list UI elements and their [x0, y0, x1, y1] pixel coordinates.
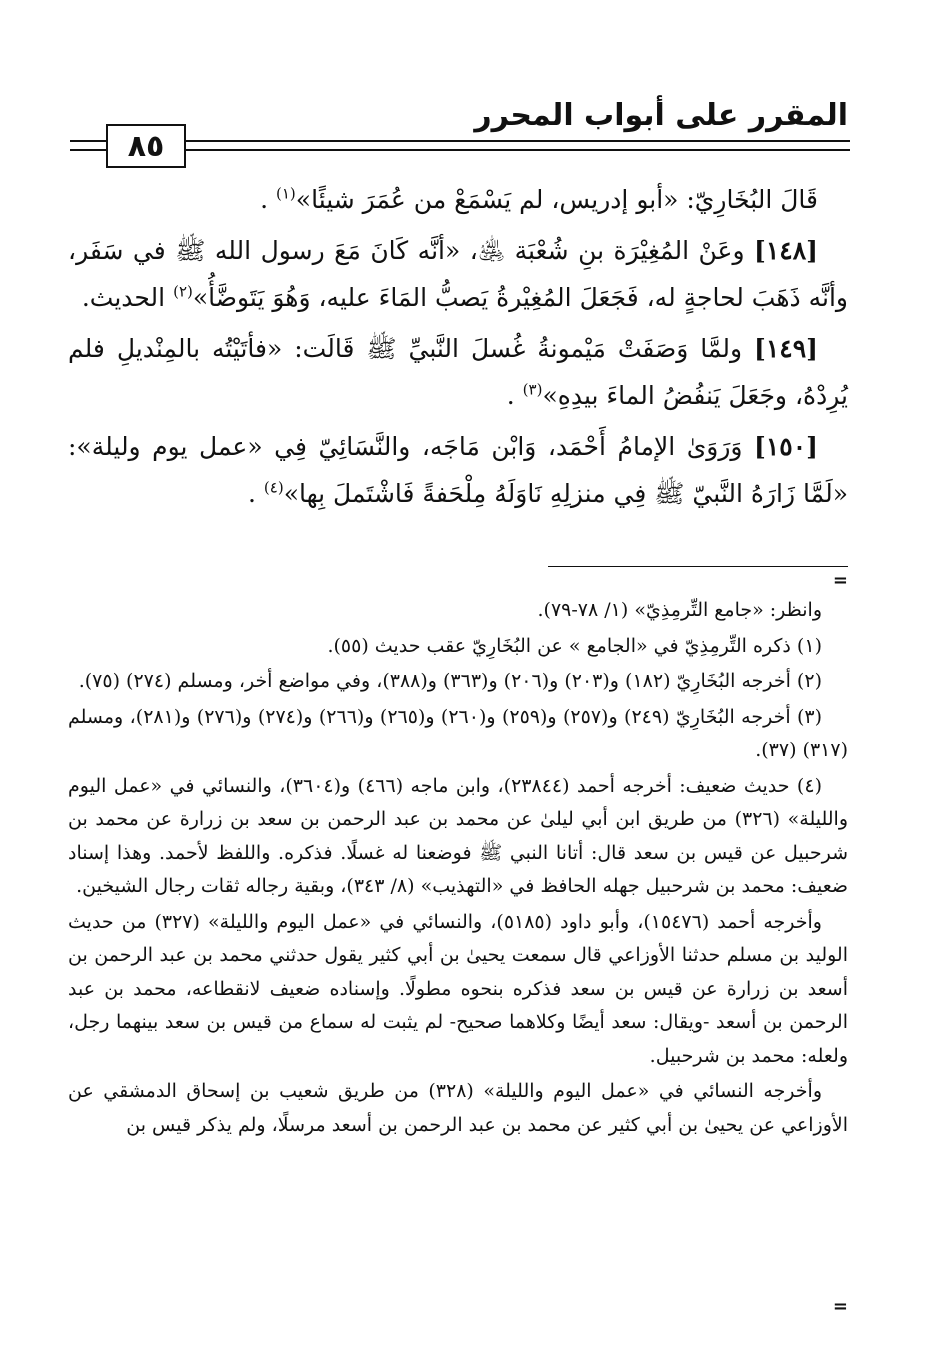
hadith-number: [١٤٩]	[754, 334, 818, 363]
header-rule-bottom	[70, 149, 850, 151]
footnote-3: (٣) أخرجه البُخَارِيّ (٢٤٩) و(٢٥٧) و(٢٥٩) و(٢٦٠) و(٢٦٥) و(٢٦٦) و(٢٧٤) و(٢٧٦) و(٢٨١)، ومسلم (٣١٧) (٣٧).	[68, 705, 848, 761]
paragraph-150	[68, 423, 848, 517]
running-title: المقرر على أبواب المحرر	[474, 98, 848, 133]
header-rule-left-top	[70, 140, 106, 142]
continuation-mark-bottom: =	[832, 1296, 848, 1317]
continuation-mark-top: =	[832, 570, 848, 591]
paragraph-149	[68, 325, 848, 419]
footnote-ref: (١)	[276, 184, 296, 203]
footnote-4: (٤) حديث ضعيف: أخرجه أحمد (٢٣٨٤٤)، وابن ماجه (٤٦٦) و(٣٦٠٤)، والنسائي في «عمل اليوم والليلة» (٣٢٦) من طريق ابن أبي ليلىٰ عن محمد بن عبد الرحمن بن سعد بن زرارة عن محمد بن شرحبيل عن قيس بن سعد قال: أتانا النبي ﷺ فوضعنا له غسلًا. فذكره. واللفظ لأحمد. وهذا إسناد ضعيف: محمد بن شرحبيل جهله الحافظ في «التهذيب» (٨/ ٣٤٣)، وبقية رجاله ثقات رجال الشيخين.	[68, 774, 848, 897]
page-number: ٨٥	[106, 124, 186, 168]
paragraph-end: .	[260, 185, 269, 214]
paragraph-148	[68, 227, 848, 321]
footnote-1: (١) ذكره التِّرمِذِيّ في «الجامع » عن البُخَارِيّ عقب حديث (٥٥).	[327, 634, 822, 657]
header-rule-left-bottom	[70, 149, 106, 151]
footnote-ref: (٤)	[263, 478, 284, 497]
paragraph-end: الحديث.	[81, 283, 166, 312]
footnote-continued: وانظر: «جامع التِّرمِذِيّ» (١/ ٧٨-٧٩).	[537, 599, 822, 621]
footnote-4-continued-2: وأخرجه النسائي في «عمل اليوم والليلة» (٣٢٨) من طريق شعيب بن إسحاق الدمشقي عن الأوزاعي عن يحيىٰ بن أبي كثير عن محمد بن عبد الرحمن بن أسعد مرسلًا، ولم يذكر قيس بن	[68, 1080, 848, 1136]
footnote-2: (٢) أخرجه البُخَارِيّ (١٨٢) و(٢٠٣) و(٢٠٦) و(٣٦٣) و(٣٨٨)، وفي مواضع أخر، ومسلم (٢٧٤) (٧٥).	[78, 670, 822, 692]
footnote-4-continued: وأخرجه أحمد (١٥٤٧٦)، وأبو داود (٥١٨٥)، والنسائي في «عمل اليوم والليلة» (٣٢٧) من حديث الوليد بن مسلم حدثنا الأوزاعي قال سمعت يحيىٰ بن أبي كثير يقول حدثني محمد بن عبد الرحمن بن أسعد بن زرارة عن قيس بن سعد فذكره بنحوه مطولًا. وإسناده ضعيف لانقطاعه، محمد بن عبد الرحمن بن أسعد -ويقال: سعد أيضًا وكلاهما صحيح- لم يثبت له سماع من قيس بن سعد بينهما رجل، ولعله: محمد بن شرحبيل.	[68, 910, 848, 1067]
main-text	[68, 176, 848, 521]
paragraph-text: وعَنْ المُغِيْرَة بنِ شُعْبَة ﵁، «أنَّه كَانَ مَعَ رسول الله ﷺ في سَفَر، وأنَّه ذَهَبَ لحاجةٍ له، فَجَعَلَ المُغِيْرةُ يَصبُّ المَاءَ عليه، وَهُوَ يَتَوضَّأُ»	[68, 236, 848, 312]
hadith-number: [١٥٠]	[754, 432, 818, 461]
paragraph-text: ولمَّا وَصَفَتْ مَيْمونةُ غُسلَ النَّبيِّ ﷺ قَالَت: «فأتَيْتُه بالمِنْديلِ فلم يُرِدْهُ، وجَعَلَ يَنفُضُ الماءَ بيدِهِ»	[68, 334, 848, 410]
paragraph-1	[68, 176, 848, 223]
footnote-ref: (٢)	[173, 282, 193, 301]
footnote-separator	[548, 566, 848, 567]
header-rule-top	[70, 140, 850, 142]
hadith-number: [١٤٨]	[754, 236, 819, 265]
paragraph-end: .	[506, 381, 515, 410]
footnote-ref: (٣)	[522, 380, 543, 399]
paragraph-text: قَالَ البُخَارِيّ: «أبو إدريس، لم يَسْمَعْ من عُمَرَ شيئًا»	[295, 185, 818, 214]
paragraph-end: .	[248, 479, 256, 508]
paragraph-text: وَرَوَىٰ الإمامُ أَحْمَد، وَابْن مَاجَه، والنَّسَائِيّ فِي «عمل يوم وليلة»: «لَمَّا زَارَهُ النَّبيّ ﷺ فِي منزلِهِ نَاوَلَهُ مِلْحَفةً فَاشْتَملَ بِها»	[68, 432, 848, 508]
footnotes	[68, 594, 848, 1144]
